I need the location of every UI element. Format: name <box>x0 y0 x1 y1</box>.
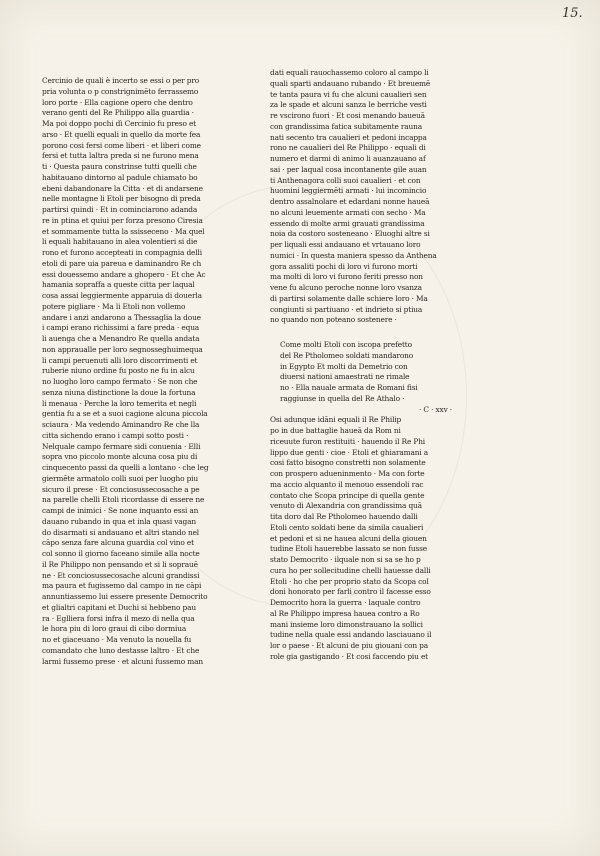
heading-line: raggiunse in quella del Re Athalo · <box>280 393 405 403</box>
text-line: hamania sopraffa a queste citta per laqual <box>42 280 195 290</box>
text-line: ti · Questa paura constrinse tutti quelli che <box>42 162 197 171</box>
heading-line: diuersi nationi amaestrati ne rimale <box>280 372 410 382</box>
text-line: re vscirono fuori · Et cosi menando baueuā <box>270 111 425 120</box>
text-line: gentia fu a se et a suoi cagione alcuna piccola <box>42 409 208 419</box>
text-line: li menaua · Perche la loro temerita et negli <box>42 398 197 408</box>
text-line: do disarmati si andauano et altri stando nel <box>42 527 200 537</box>
text-line: li campi peruenuti alli loro discorrimenti et <box>42 355 198 365</box>
text-line: senza niuna distinctione la doue la fortuna <box>42 387 196 397</box>
text-line: dentro assalnolare et edardani nonne haueā <box>270 197 430 206</box>
text-line: et sommamente tutta la ssisseceno · Ma quel <box>42 226 205 236</box>
text-line: ma molti di loro vi furono feriti presso non <box>270 272 423 282</box>
text-line: gora assaliti pochi di loro vi furono morti <box>270 261 418 271</box>
heading-line: del Re Ptholomeo soldati mandarono <box>280 350 414 360</box>
text-line: Etoli cento soldati bene da simila caualieri <box>270 522 424 532</box>
text-line: ruberie niuno ordine fu posto ne fu in alcu <box>42 366 195 376</box>
text-line: no luogho loro campo fermato · Se non che <box>42 377 198 386</box>
folio-number: 15. <box>562 6 583 21</box>
text-line: verano genti del Re Philippo alla guardia · <box>42 108 194 118</box>
text-line: no et giaceuano · Ma venuto la nouella fu <box>42 635 192 644</box>
text-line: nati secento tra caualieri et pedoni incappa <box>270 132 427 142</box>
text-line: partirsi quindi · Et in cominciarono adanda <box>42 205 198 214</box>
text-line: sicuro il prese · Et conciosussecosache a pe <box>42 484 200 494</box>
text-line: rono ne caualieri del Re Philippo · equali di <box>270 143 426 153</box>
text-line: dati equali rauochassemo coloro al campo li <box>270 68 429 77</box>
text-line: sciaura · Ma vedendo Aminandro Re che lla <box>42 420 200 429</box>
text-line: Cercinio de quali è incerto se essi o per pro <box>42 76 200 85</box>
text-line: habitauano dintorno al padule chiamato bo <box>42 172 198 182</box>
text-line: congiunti si partiuano · et indrieto si ptiua <box>270 304 423 314</box>
text-line: le hora piu di loro graui di cibo dormiua <box>42 624 187 634</box>
text-line: fersi et tutta laltra preda si ne furono mena <box>42 151 199 161</box>
text-line: campi de inimici · Se none inquanto essi an <box>42 506 199 515</box>
text-line: numero et darmi di animo li auanzauano af <box>270 154 426 163</box>
text-line: cosa assai leggiermente apparuia di douerla <box>42 291 202 300</box>
text-line: Ma poi doppo pochi dì Cercinio fu preso et <box>42 119 196 128</box>
right-column-top-text <box>270 68 502 326</box>
text-line: tita doro dal Re Ptholomeo hauendo dalli <box>270 512 418 521</box>
text-line: essi douessemo andare a ghopero · Et che Ac <box>42 269 206 279</box>
text-line: ne · Et conciosussecosache alcuni grandissi <box>42 570 200 580</box>
text-line: porono cosi fersi come liberi · et liberi come <box>42 140 201 150</box>
text-line: Etoli · ho che per proprio stato da Scopa col <box>270 576 429 586</box>
text-line: doni honorato per farli contro il facesse esso <box>270 587 431 597</box>
text-line: sopra vno piccolo monte alcuna cosa piu di <box>42 452 198 462</box>
text-line: dauano rubando in qua et inla quasi vagan <box>42 516 196 526</box>
text-line: lor o paese · Et alcuni de piu giouani con pa <box>270 641 429 650</box>
chapter-number: · C · xxv · <box>419 404 452 414</box>
text-line: noia da costoro sosteneano · Eluoghi altre si <box>270 229 430 239</box>
text-line: huomini leggiermēti armati · lui incomincio <box>270 186 427 196</box>
text-line: na parelle chelli Etoli ricordasse di essere ne <box>42 495 205 505</box>
text-line: Democrito hora la guerra · laquale contro <box>270 598 421 607</box>
text-line: venuto di Alexandria con grandissima quā <box>270 501 422 511</box>
text-line: annuntiassemo lui essere presente Democrito <box>42 592 208 601</box>
text-line: con prospero adueninmento · Ma con forte <box>270 469 425 478</box>
text-line: quali sparti andauano rubando · Et breuemē <box>270 78 431 88</box>
text-line: cura ho per sollecitudine chelli hauesse dalli <box>270 565 431 575</box>
text-line: tudine nella quale essi andando lasciauano il <box>270 630 432 640</box>
text-line: riceuute furon restituiti · hauendo il Re Phi <box>270 436 426 446</box>
text-line: li auenga che a Menandro Re quella andata <box>42 334 200 343</box>
heading-line: in Egypto Et molti da Demetrio con <box>280 361 408 371</box>
text-line: Nelquale campo fermare sidi conuenia · Elli <box>42 441 201 451</box>
text-line: arso · Et quelli equali in quello da morte fea <box>42 129 201 139</box>
text-line: Osi adunque idāni equali il Re Philip <box>270 415 402 425</box>
text-line: no quando non poteano sostenere · <box>270 315 397 325</box>
text-line: larmi fussemo prese · et alcuni fussemo man <box>42 656 203 666</box>
text-line: ti Anthenagora colli suoi caualieri · et con <box>270 175 421 185</box>
right-text-column <box>270 68 502 663</box>
text-line: al Re Philippo impresa hauea contro a Ro <box>270 608 420 618</box>
text-line: di partirsi solamente dalle schiere loro · Ma <box>270 293 428 303</box>
text-line: ma accio alquanto il menouo essendoli rac <box>270 479 424 489</box>
text-line: za le spade et alcuni sanza le berriche vesti <box>270 100 427 110</box>
text-line: role gia gastigando · Et cosi faccendo piu et <box>270 651 428 661</box>
text-line: ma paura et fugissemo dal campo in ne cāpi <box>42 581 202 591</box>
text-line: citta sichendo erano i campi sotto posti · <box>42 430 189 440</box>
text-line: re in ptina et quiui per forza presono Ciresia <box>42 215 203 225</box>
text-line: stato Democrito · ilquale non si sa se ho p <box>270 555 421 564</box>
text-line: per liquali essi andauano et vrtauano loro <box>270 240 421 249</box>
chapter-heading <box>270 340 502 405</box>
text-line: lippo due genti · cioe · Etoli et ghiaramani a <box>270 447 429 457</box>
text-line: rono et furono accepteati in compagnia delli <box>42 248 202 257</box>
text-line: cāpo senza fare alcuna guardia col vino et <box>42 538 194 548</box>
left-text-column <box>42 76 274 667</box>
text-line: te tanta paura vi fu che alcuni caualieri sen <box>270 89 427 99</box>
text-line: comandato che luno destasse laltro · Et che <box>42 645 200 655</box>
text-line: potere pigliare · Ma li Etoli non vollemo <box>42 301 186 311</box>
text-line: tudine Etoli hauerebbe lassato se non fusse <box>270 544 427 554</box>
text-line: non appraualle per loro segnosseghuimequa <box>42 344 203 354</box>
text-line: et glialtri capitani et Duchi si hebbeno pau <box>42 602 196 612</box>
text-line: no alcuni leuemente armati con secho · Ma <box>270 207 426 217</box>
text-line: et pedoni et si ne hauea alcuni della giouen <box>270 533 427 543</box>
text-line: numici · In questa maniera spesso da Anthena <box>270 250 437 260</box>
text-line: ra · Eglliera forsi infra il mezo di nella qua <box>42 613 195 623</box>
text-line: il Re Philippo non pensando et si li soprauē <box>42 559 198 569</box>
text-line: giermēte armatolo colli suoi per luogho piu <box>42 473 199 483</box>
right-column-bottom-text <box>270 415 502 662</box>
heading-line: Come molti Etoli con iscopa prefetto <box>280 340 412 349</box>
text-line: ebeni dabandonare la Citta · et di andarsene <box>42 183 203 193</box>
text-line: contato che Scopa principe di quella gente <box>270 490 425 500</box>
text-line: nelle montagne li Etoli per bisogno di preda <box>42 194 201 204</box>
text-line: cosi fatto bisogno constretti non solamente <box>270 458 426 468</box>
text-line: i campi erano richissimi a fare preda · equa <box>42 323 200 333</box>
text-line: loro porte · Ella cagione opero che dentro <box>42 97 193 107</box>
text-line: essendo di molte armi grauati grandissima <box>270 218 425 228</box>
text-line: li equali habitauano in alea volentieri si die <box>42 237 198 247</box>
text-line: andare i anzi andarono a Thessaglia la doue <box>42 312 201 322</box>
text-line: cinquecento passi da quelli a lontano · che leg <box>42 463 209 472</box>
heading-line: no · Ella nauale armata de Romani fisi <box>280 383 418 392</box>
text-line: etoli di pare uia pareua e daminandro Re ch <box>42 258 202 268</box>
text-line: vene fu alcuno peroche nonne loro vsanza <box>270 283 422 292</box>
text-line: po in due battaglie haueā da Rom ni <box>270 426 401 435</box>
text-line: sai · per laqual cosa incontanente gile auan <box>270 164 427 174</box>
text-line: con grandissima fatica subitamente rauna <box>270 121 423 131</box>
text-line: pria volunta o p constrignimēto ferrassemo <box>42 86 199 96</box>
text-line: col sonno il giorno faceano simile alla nocte <box>42 549 200 558</box>
text-line: mani insieme loro dimonstrauano la sollici <box>270 619 423 629</box>
